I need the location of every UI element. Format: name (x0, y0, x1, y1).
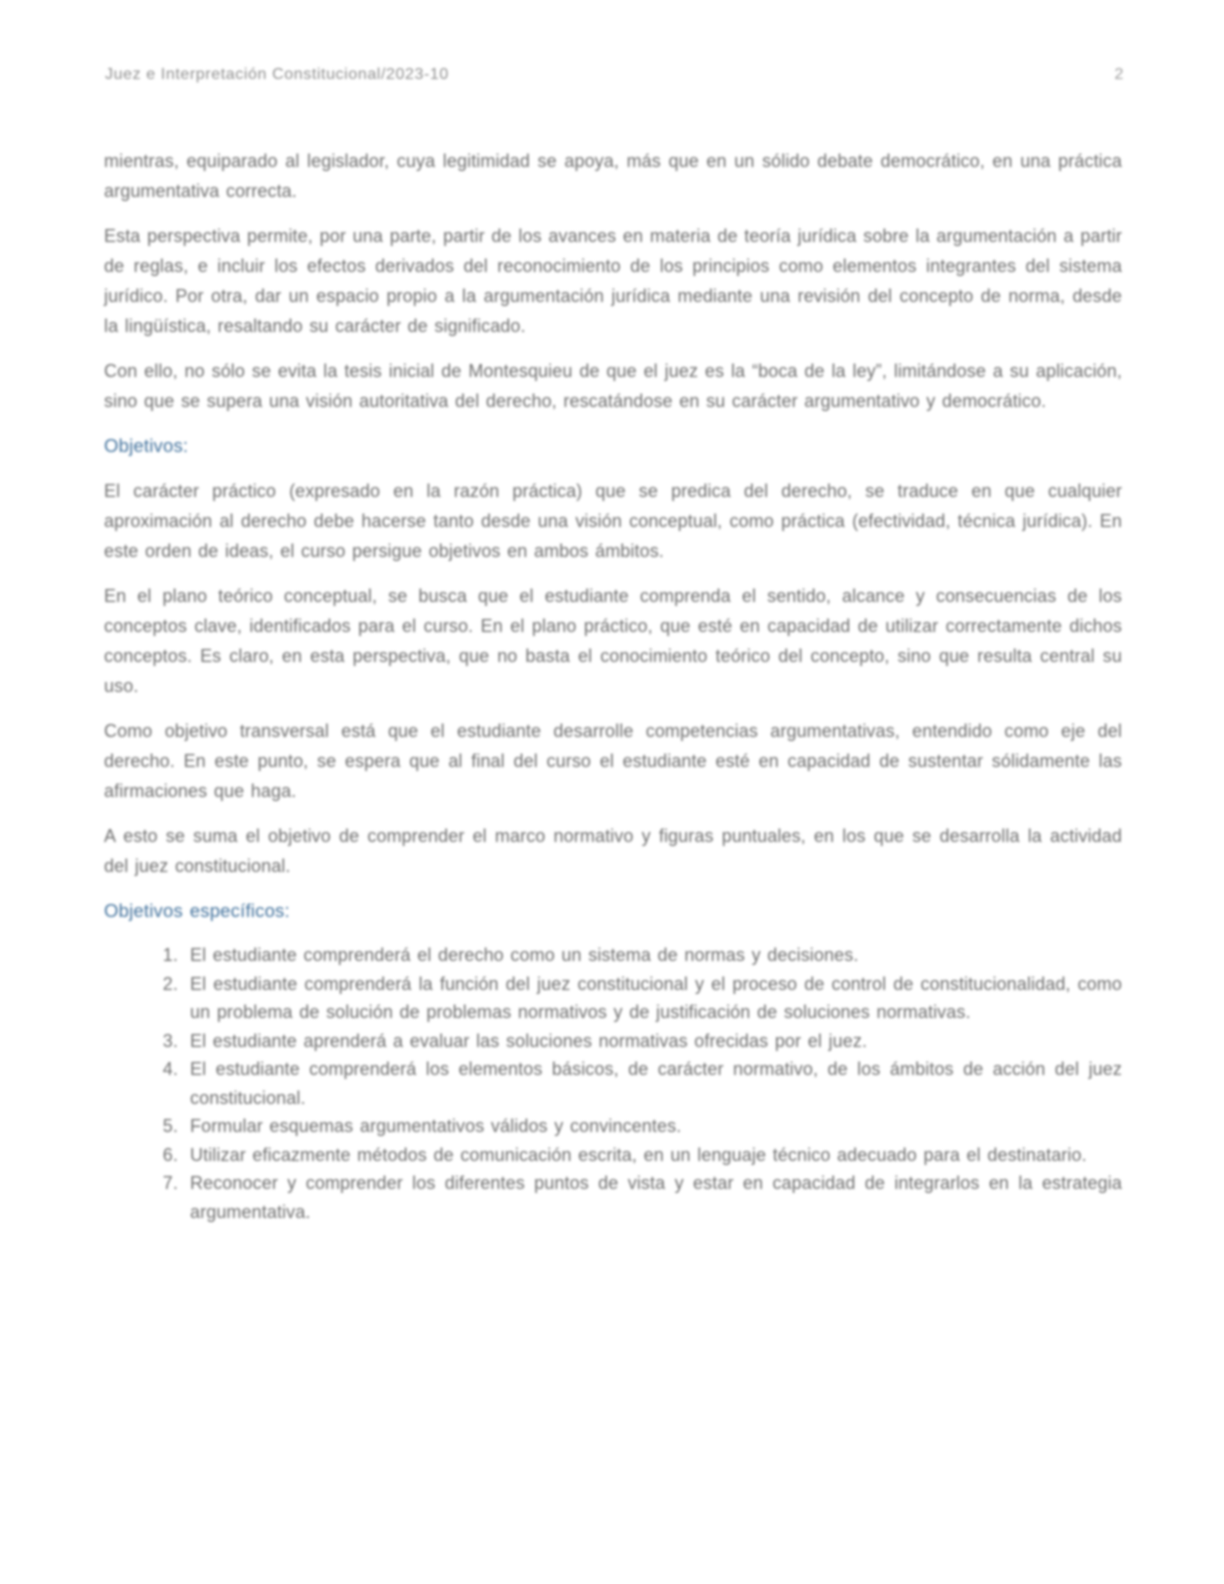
document-body (104, 146, 1122, 1226)
list-item-text: El estudiante comprenderá el derecho como un sistema de normas y decisiones. (190, 945, 859, 965)
running-header (105, 64, 1124, 86)
list-item-text: El estudiante aprenderá a evaluar las soluciones normativas ofrecidas por el juez. (190, 1030, 868, 1051)
paragraph: A esto se suma el objetivo de comprender el marco normativo y figuras puntuales, en los que se desarrolla la actividad del juez constitucional. (104, 826, 1122, 876)
list-item (104, 1169, 1122, 1226)
list-item-number: 4. (162, 1059, 178, 1079)
section-heading-objetivos-especificos: Objetivos específicos: (104, 900, 290, 921)
list-item (104, 1027, 1122, 1056)
list-item-number: 2. (162, 973, 178, 994)
list-item (104, 1055, 1122, 1112)
list-item (104, 970, 1122, 1027)
header-title: Juez e Interpretación Constitucional/2023-10 (105, 66, 449, 83)
paragraph: El carácter práctico (expresado en la razón práctica) que se predica del derecho, se traduce en que cualquier aproximación al derecho debe hacerse tanto desde una visión conceptual, como práctica (efectividad, técnica jurídica). En este orden de ideas, el curso persigue objetivos en ambos ámbitos. (104, 481, 1122, 561)
objetivos-especificos-list (104, 941, 1122, 1226)
page-number: 2 (1114, 66, 1124, 83)
paragraph: Esta perspectiva permite, por una parte, partir de los avances en materia de teoría jurídica sobre la argumentación a partir de reglas, e incluir los efectos derivados del reconocimiento de los principios como elementos integrantes del sistema jurídico. Por otra, dar un espacio propio a la argumentación jurídica mediante una revisión del concepto de norma, desde la lingüística, resaltando su carácter de significado. (104, 226, 1122, 336)
list-item (104, 1141, 1122, 1170)
list-item-number: 3. (162, 1030, 178, 1051)
list-item-number: 5. (162, 1116, 178, 1136)
list-item-text: El estudiante comprenderá los elementos básicos, de carácter normativo, de los ámbitos de acción del juez constitucional. (190, 1059, 1122, 1108)
paragraph: En el plano teórico conceptual, se busca que el estudiante comprenda el sentido, alcance y consecuencias de los conceptos clave, identificados para el curso. En el plano práctico, que esté en capacidad de utilizar correctamente dichos conceptos. Es claro, en esta perspectiva, que no basta el conocimiento teórico del concepto, sino que resulta central su uso. (104, 586, 1122, 696)
paragraph: Con ello, no sólo se evita la tesis inicial de Montesquieu de que el juez es la “boca de la ley”, limitándose a su aplicación, sino que se supera una visión autoritativa del derecho, rescatándose en su carácter argumentativo y democrático. (104, 361, 1122, 411)
list-item-text: Reconocer y comprender los diferentes puntos de vista y estar en capacidad de integrarlos en la estrategia argumentativa. (190, 1173, 1122, 1222)
paragraph: Como objetivo transversal está que el estudiante desarrolle competencias argumentativas, entendido como eje del derecho. En este punto, se espera que al final del curso el estudiante esté en capacidad de sustentar sólidamente las afirmaciones que haga. (104, 721, 1122, 801)
list-item (104, 1112, 1122, 1141)
section-heading-objetivos: Objetivos: (104, 435, 189, 456)
list-item-text: El estudiante comprenderá la función del juez constitucional y el proceso de control de constitucionalidad, como un problema de solución de problemas normativos y de justificación de soluciones normativas. (190, 973, 1122, 1022)
list-item-text: Formular esquemas argumentativos válidos y convincentes. (190, 1116, 682, 1136)
list-item-text: Utilizar eficazmente métodos de comunicación escrita, en un lenguaje técnico adecuado para el destinatario. (190, 1144, 1087, 1165)
list-item-number: 1. (162, 945, 178, 965)
list-item-number: 7. (162, 1173, 178, 1193)
list-item-number: 6. (162, 1144, 178, 1165)
paragraph: mientras, equiparado al legislador, cuya legitimidad se apoya, más que en un sólido debate democrático, en una práctica argumentativa correcta. (104, 151, 1122, 201)
list-item (104, 941, 1122, 970)
